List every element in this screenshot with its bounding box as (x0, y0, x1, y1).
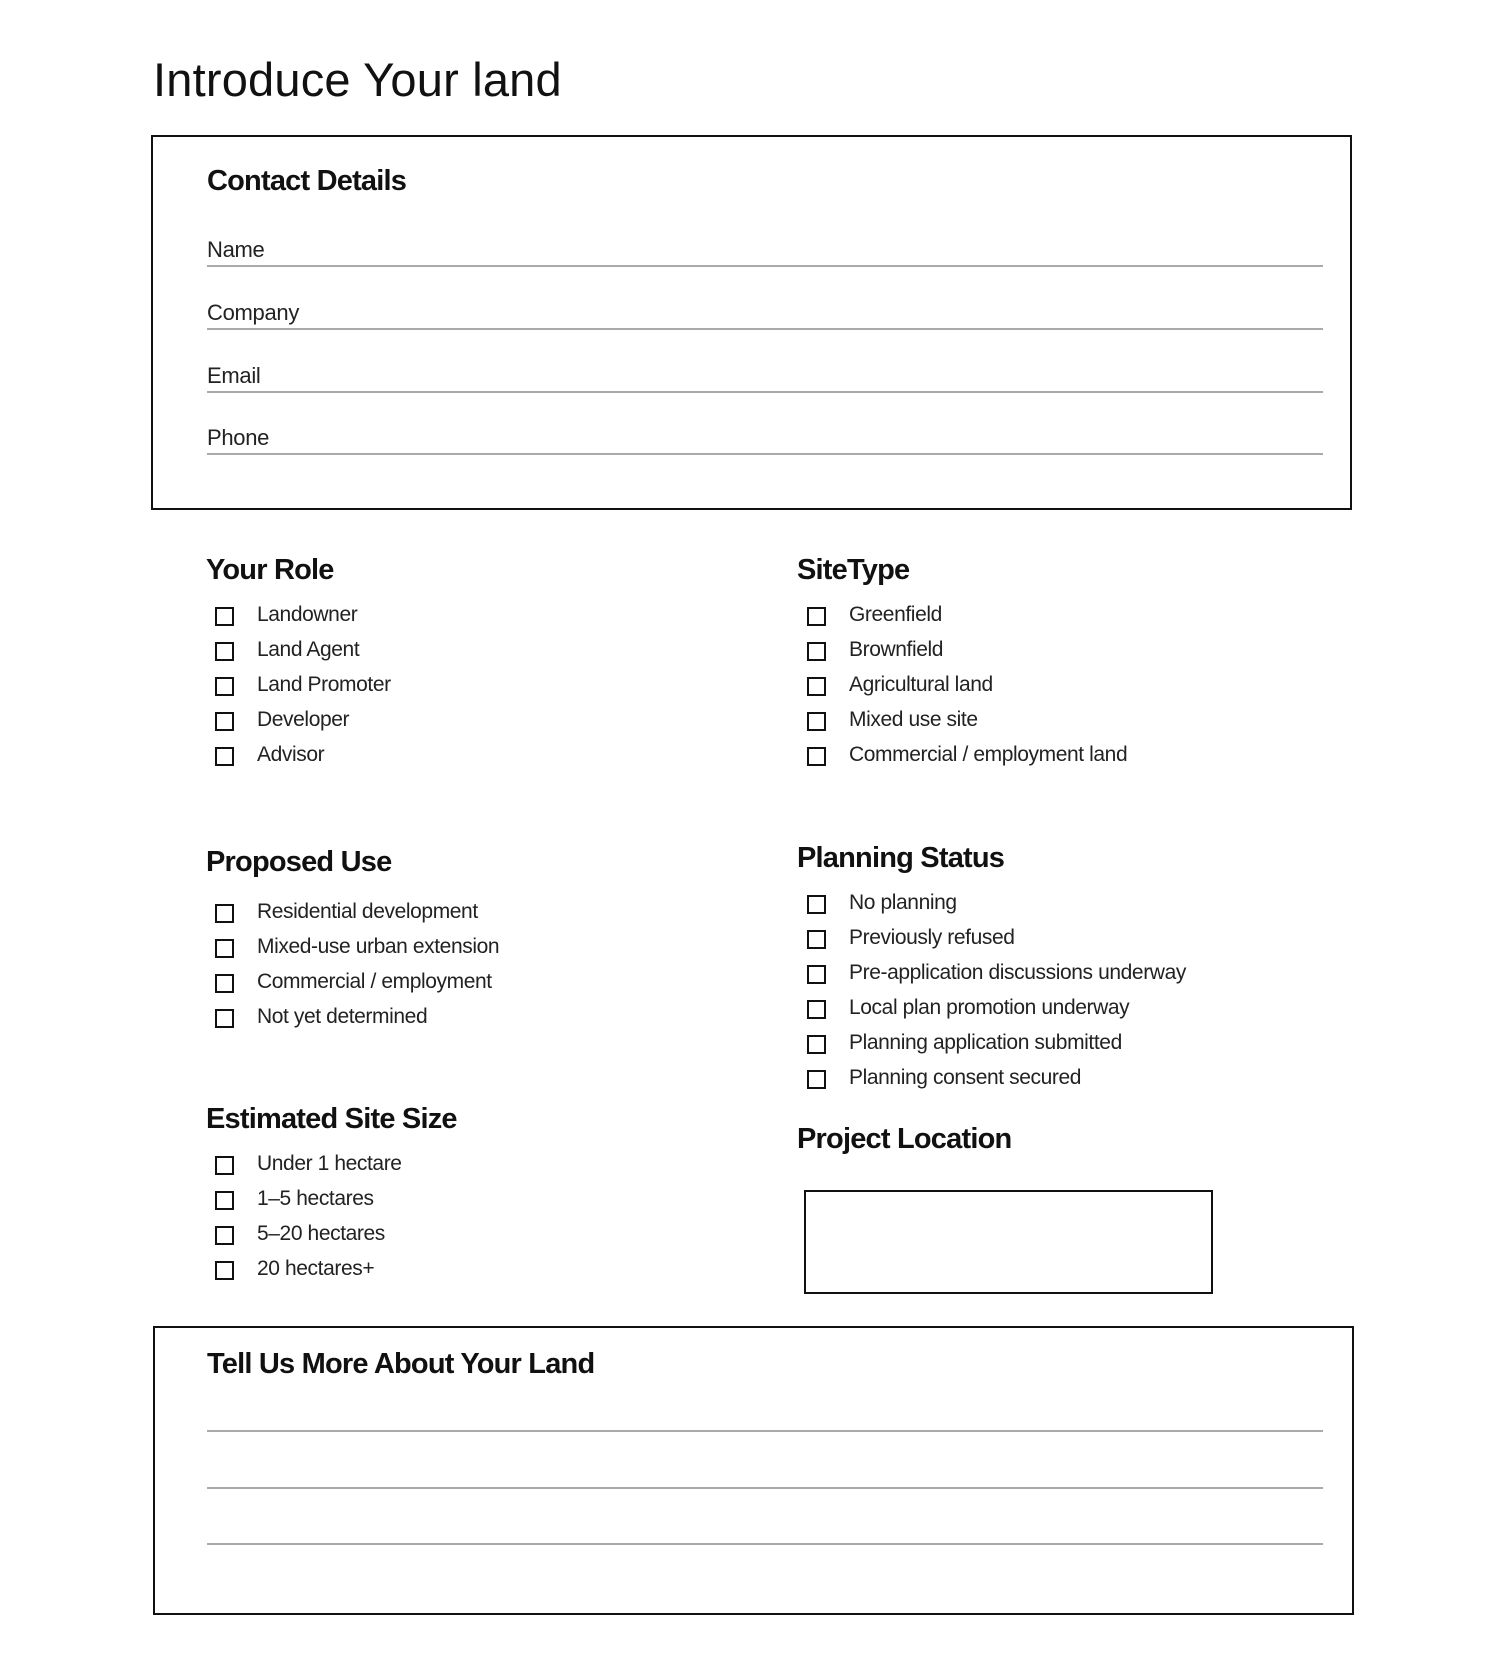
page-title: Introduce Your land (153, 53, 562, 106)
option-label: Local plan promotion underway (849, 996, 1130, 1019)
checkbox[interactable] (807, 930, 826, 949)
option-label: Under 1 hectare (257, 1152, 402, 1175)
tell-us-more-title: Tell Us More About Your Land (207, 1348, 595, 1380)
checkbox[interactable] (807, 607, 826, 626)
name-field[interactable] (207, 231, 1323, 267)
name-label: Name (207, 237, 265, 262)
contact-details-section (151, 135, 1352, 510)
option-label: Advisor (257, 743, 325, 766)
proposed-use-title: Proposed Use (206, 846, 392, 878)
checkbox[interactable] (215, 974, 234, 993)
checkbox[interactable] (215, 1261, 234, 1280)
checkbox[interactable] (215, 1009, 234, 1028)
checkbox[interactable] (807, 677, 826, 696)
site-type-title: SiteType (797, 554, 910, 586)
checkbox[interactable] (215, 712, 234, 731)
option-label: Land Promoter (257, 673, 391, 696)
checkbox[interactable] (215, 677, 234, 696)
your-role-title: Your Role (206, 554, 334, 586)
checkbox[interactable] (807, 1070, 826, 1089)
checkbox[interactable] (807, 712, 826, 731)
writing-line[interactable] (207, 1430, 1323, 1432)
planning-status-title: Planning Status (797, 842, 1005, 874)
writing-line[interactable] (207, 1543, 1323, 1545)
phone-label: Phone (207, 425, 270, 450)
phone-input[interactable] (337, 421, 1323, 451)
name-input[interactable] (337, 233, 1323, 263)
option-label: Previously refused (849, 926, 1015, 949)
option-label: Commercial / employment land (849, 743, 1128, 766)
checkbox[interactable] (215, 747, 234, 766)
option-label: 5–20 hectares (257, 1222, 385, 1245)
option-label: 20 hectares+ (257, 1257, 375, 1280)
company-label: Company (207, 300, 300, 325)
checkbox[interactable] (807, 1035, 826, 1054)
option-label: 1–5 hectares (257, 1187, 374, 1210)
checkbox[interactable] (215, 1191, 234, 1210)
project-location-box[interactable] (804, 1190, 1213, 1294)
checkbox[interactable] (215, 904, 234, 923)
option-label: Land Agent (257, 638, 360, 661)
option-label: Developer (257, 708, 350, 731)
option-label: Not yet determined (257, 1005, 428, 1028)
option-label: Mixed use site (849, 708, 978, 731)
option-label: Mixed-use urban extension (257, 935, 500, 958)
checkbox[interactable] (215, 642, 234, 661)
checkbox[interactable] (807, 1000, 826, 1019)
email-input[interactable] (337, 359, 1323, 389)
project-location-title: Project Location (797, 1123, 1012, 1155)
option-label: Agricultural land (849, 673, 993, 696)
option-label: Brownfield (849, 638, 944, 661)
email-field[interactable] (207, 357, 1323, 393)
checkbox[interactable] (807, 965, 826, 984)
option-label: Planning consent secured (849, 1066, 1082, 1089)
checkbox[interactable] (215, 607, 234, 626)
email-label: Email (207, 363, 261, 388)
phone-field[interactable] (207, 419, 1323, 455)
writing-line[interactable] (207, 1487, 1323, 1489)
checkbox[interactable] (215, 1226, 234, 1245)
checkbox[interactable] (807, 747, 826, 766)
checkbox[interactable] (215, 1156, 234, 1175)
contact-details-title: Contact Details (207, 165, 407, 197)
option-label: Greenfield (849, 603, 942, 626)
option-label: Planning application submitted (849, 1031, 1122, 1054)
site-size-title: Estimated Site Size (206, 1103, 457, 1135)
option-label: Pre-application discussions underway (849, 961, 1186, 984)
option-label: Residential development (257, 900, 478, 923)
option-label: Commercial / employment (257, 970, 492, 993)
tell-us-more-section (153, 1326, 1354, 1615)
company-input[interactable] (337, 296, 1323, 326)
checkbox[interactable] (215, 939, 234, 958)
option-label: Landowner (257, 603, 358, 626)
checkbox[interactable] (807, 895, 826, 914)
checkbox[interactable] (807, 642, 826, 661)
company-field[interactable] (207, 294, 1323, 330)
option-label: No planning (849, 891, 957, 914)
